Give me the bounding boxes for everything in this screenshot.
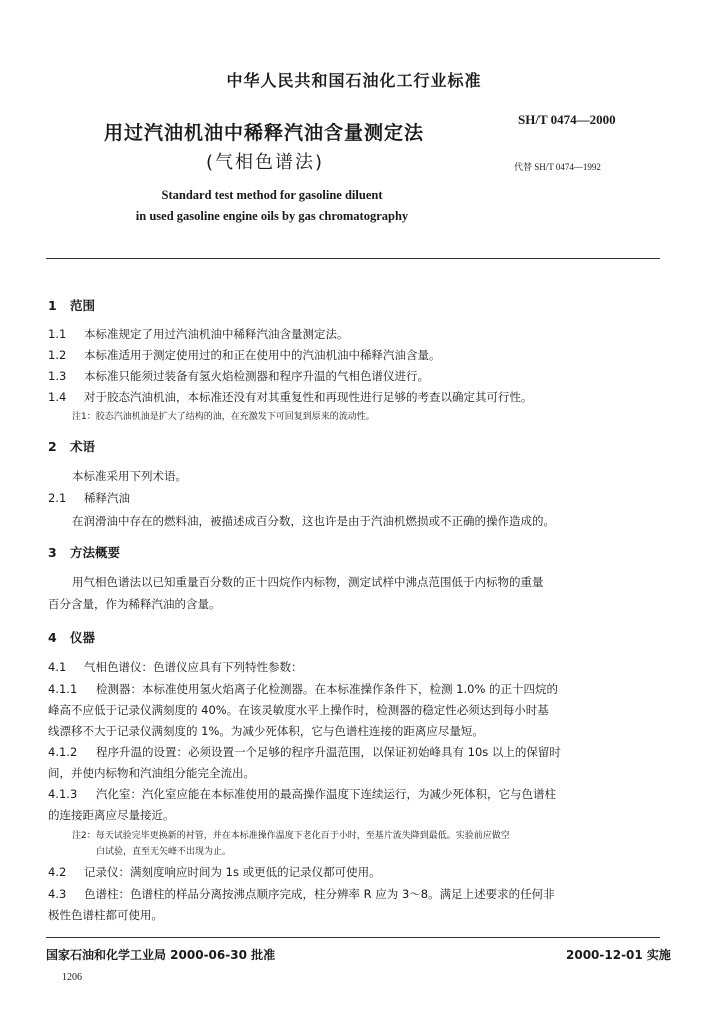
section-1-title: 范围 [70,298,96,313]
clause-4-3-line-1: 4.3 色谱柱：色谱柱的样品分离按沸点顺序完成，柱分辨率 R 应为 3～8。满足上述要求的任何非 [48,887,555,901]
section-3-number: 3 [48,545,57,560]
section-3-heading [48,543,120,561]
section-3-line-2: 百分含量，作为稀释汽油的含量。 [48,597,221,611]
clause-4-1-3-line-2: 的连接距离应尽量接近。 [48,808,175,822]
footer-divider [46,937,660,938]
standard-code: SH/T 0474—2000 [518,112,616,127]
clause-4-1-2-line-1: 4.1.2 程序升温的设置：必须设置一个足够的程序升温范围，以保证初始峰具有 10s 以上的保留时 [48,745,561,759]
section-1-heading [48,296,95,314]
approval-statement: 国家石油和化学工业局 2000-06-30 批准 [46,948,276,962]
english-title-line-1: Standard test method for gasoline diluent [161,188,383,202]
replaces-standard: 代替 SH/T 0474—1992 [514,162,601,172]
section-2-title: 术语 [70,439,96,454]
clause-4-1-1-line-2: 峰高不应低于记录仪满刻度的 40%。在该灵敏度水平上操作时，检测器的稳定性必须达到每小时基 [48,703,549,717]
section-2-number: 2 [48,439,57,454]
section-3-line-1: 用气相色谱法以已知重量百分数的正十四烷作内标物，测定试样中沸点范围低于内标物的重量 [72,575,544,589]
english-title-line-2: in used gasoline engine oils by gas chromatography [135,209,409,223]
clause-2-1: 2.1 稀释汽油 [48,491,130,505]
section-4-title: 仪器 [70,630,96,645]
clause-4-1-1-line-3: 线漂移不大于记录仪满刻度的 1%。为减少死体积，它与色谱柱连接的距离应尽量短。 [48,724,484,738]
section-2-heading [48,437,95,455]
section-4-number: 4 [48,630,57,645]
header-divider [46,258,660,259]
note-2-line-1: 注2：每天试验完毕更换新的衬管，并在本标准操作温度下老化百于小时，至基片流失降到最低。实验前应做空 [72,831,510,841]
clause-4-3-line-2: 极性色谱柱都可使用。 [48,908,163,922]
clause-4-1-1-line-1: 4.1.1 检测器：本标准使用氢火焰离子化检测器。在本标准操作条件下，检测 1.0% 的正十四烷的 [48,682,559,696]
industry-standard-heading: 中华人民共和国石油化工行业标准 [226,71,482,90]
clause-2-1-definition: 在润滑油中存在的燃料油，被描述成百分数，这也许是由于汽油机燃损或不正确的操作造成的。 [72,514,555,528]
clause-4-1-3-line-1: 4.1.3 汽化室：汽化室应能在本标准使用的最高操作温度下连续运行，为减少死体积，它与色谱柱 [48,787,556,801]
clause-1-1: 1.1 本标准规定了用过汽油机油中稀释汽油含量测定法。 [48,327,349,341]
clause-1-2: 1.2 本标准适用于测定使用过的和正在使用中的汽油机油中稀释汽油含量。 [48,348,441,362]
clause-1-3: 1.3 本标准只能须过装备有氢火焰检测器和程序升温的气相色谱仪进行。 [48,369,429,383]
section-4-heading [48,628,95,646]
implementation-date: 2000-12-01 实施 [566,948,671,962]
clause-4-2: 4.2 记录仪：满刻度响应时间为 1s 或更低的记录仪都可使用。 [48,865,381,879]
section-1-number: 1 [48,298,57,313]
document-title: 用过汽油机油中稀释汽油含量测定法 [104,122,425,144]
document-subtitle: (气相色谱法) [206,152,325,173]
clause-1-4: 1.4 对于胶态汽油机油，本标准还没有对其重复性和再现性进行足够的考查以确定其可行性。 [48,390,533,404]
note-2-line-2: 白试验，直至无矢峰不出现为止。 [96,847,232,857]
page-number: 1206 [62,972,82,983]
clause-4-1: 4.1 气相色谱仪：色谱仪应具有下列特性参数： [48,660,303,674]
section-3-title: 方法概要 [70,545,121,560]
section-2-intro: 本标准采用下列术语。 [72,469,187,483]
note-1: 注1：胶态汽油机油是扩大了结构的油，在充激发下可回复到原来的流动性。 [72,412,375,422]
clause-4-1-2-line-2: 间，并使内标物和汽油组分能完全流出。 [48,766,255,780]
